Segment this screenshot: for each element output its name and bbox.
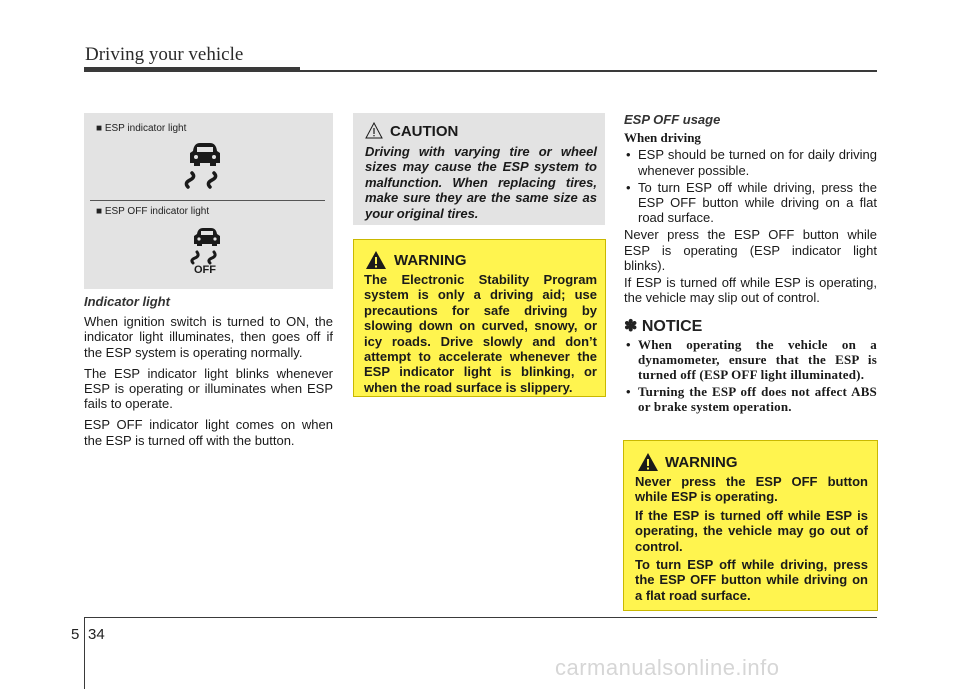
notice-bullets	[624, 337, 877, 414]
warning-paragraph: To turn ESP off while driving, press the ESP OFF button while driving on a flat road surface.	[635, 557, 868, 603]
esp-off-bullets	[624, 147, 877, 225]
caution-title: CAUTION	[390, 123, 459, 140]
notice-title: ✽ NOTICE	[624, 318, 703, 336]
warning-triangle-icon	[637, 452, 659, 472]
when-driving-label: When driving	[624, 130, 701, 146]
paragraph: ESP OFF indicator light comes on when the ESP is turned off with the button.	[84, 417, 333, 448]
paragraph: Never press the ESP OFF button while ESP is operating (ESP indicator light blinks).	[624, 227, 877, 273]
figure-divider	[90, 200, 325, 201]
esp-off-usage-subhead: ESP OFF usage	[624, 112, 721, 127]
caution-triangle-icon	[365, 122, 383, 139]
warning-body: The Electronic Stability Program system is only a driving aid; use precautions for safe driving by slowing down on curved, snowy, or icy roads. Drive slowly and don’t attempt to accelerate whenever the ESP indicator light is blinking, or when the road surface is slippery.	[364, 272, 597, 395]
caution-box	[353, 113, 605, 225]
list-item: • To turn ESP off while driving, press the ESP OFF button while driving on a flat road surface.	[624, 180, 877, 226]
indicator-light-subhead: Indicator light	[84, 294, 170, 309]
esp-indicator-label: ■ ESP indicator light	[96, 123, 187, 134]
paragraph: When ignition switch is turned to ON, the indicator light illuminates, then goes off if the ESP system is operating normally.	[84, 314, 333, 360]
warning-box-1	[353, 239, 606, 397]
paragraph: If ESP is turned off while ESP is operating, the vehicle may slip out of control.	[624, 275, 877, 306]
page-number: 34	[88, 626, 105, 643]
warning-paragraph: Never press the ESP OFF button while ESP is operating.	[635, 474, 868, 505]
watermark: carmanualsonline.info	[555, 655, 780, 680]
warning-title: WARNING	[394, 252, 467, 269]
off-label: OFF	[194, 264, 216, 276]
header-rule-thin	[300, 70, 877, 72]
esp-off-car-icon	[188, 225, 226, 267]
right-column	[624, 112, 877, 416]
section-number: 5	[71, 626, 80, 643]
footer-tick	[84, 617, 85, 689]
page-header-title: Driving your vehicle	[85, 44, 244, 65]
warning-triangle-icon	[365, 250, 387, 270]
caution-body: Driving with varying tire or wheel sizes may cause the ESP system to malfunction. When replacing tires, make sure they are the same size as your original tires.	[365, 144, 597, 221]
list-item: • When operating the vehicle on a dynamometer, ensure that the ESP is turned off (ESP OFF light illuminated).	[624, 337, 877, 382]
header-rule-thick	[84, 67, 300, 72]
warning-body	[635, 474, 868, 606]
list-item: • Turning the ESP off does not affect ABS or brake system operation.	[624, 384, 877, 414]
warning-paragraph: If the ESP is turned off while ESP is operating, the vehicle may go out of control.	[635, 507, 868, 554]
list-item: • ESP should be turned on for daily driving whenever possible.	[624, 147, 877, 177]
paragraph: The ESP indicator light blinks whenever ESP is operating or illuminates when ESP fails to operate.	[84, 365, 333, 412]
warning-box-2	[623, 440, 878, 611]
left-column	[84, 294, 333, 454]
esp-car-skid-icon	[180, 139, 230, 193]
footer-rule	[84, 617, 877, 618]
indicator-figure	[84, 113, 333, 289]
esp-off-indicator-label: ■ ESP OFF indicator light	[96, 206, 210, 217]
warning-title: WARNING	[665, 454, 738, 471]
